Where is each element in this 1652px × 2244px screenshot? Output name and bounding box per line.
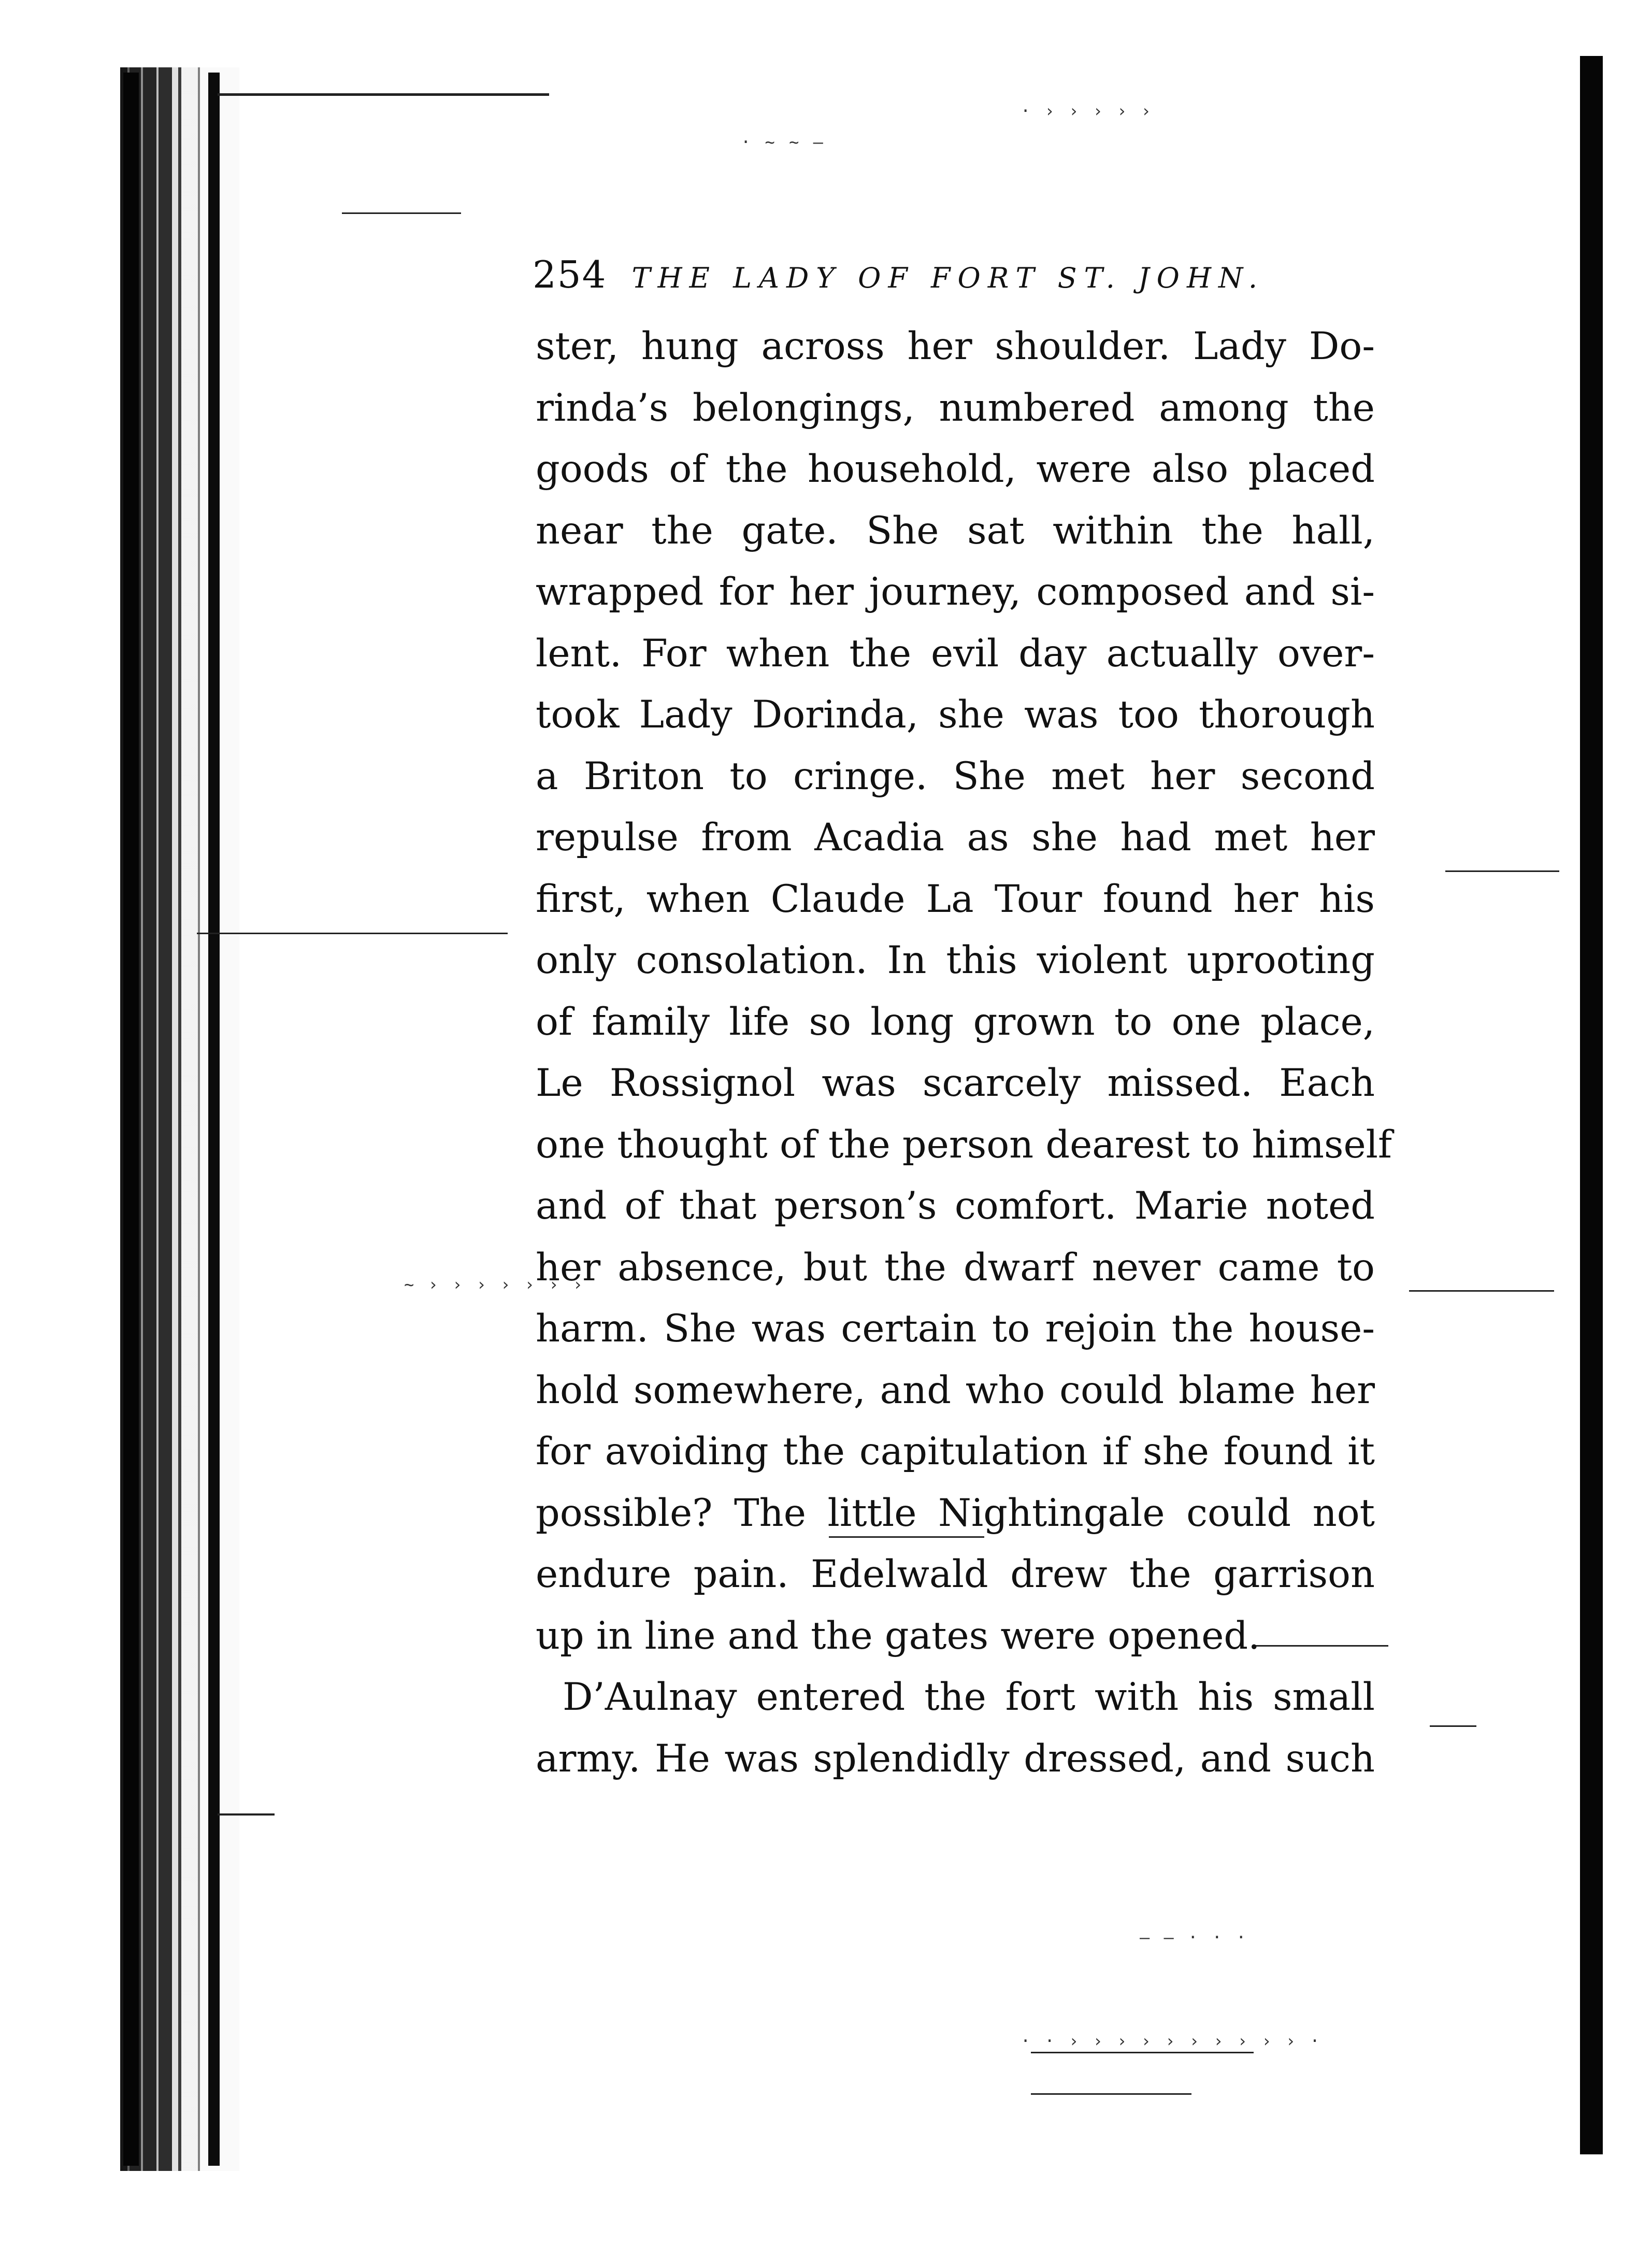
running-head [533,253,1361,299]
scan-mark [1031,2052,1254,2053]
scan-mark: · ~ ~ – [741,132,825,152]
text-line: repulse from Acadia as she had met her [536,816,1375,860]
scan-mark: – – · · · [1140,1927,1248,1947]
text-line: a Briton to cringe. She met her second [536,754,1375,798]
running-title: THE LADY OF FORT ST. JOHN. [631,262,1265,294]
scan-mark: ~ › › › › › › › [404,1275,585,1294]
text-line: ster, hung across her shoulder. Lady Do- [536,324,1375,368]
text-line: goods of the household, were also placed [536,447,1375,491]
page-number: 254 [533,253,607,296]
text-line: one thought of the person dearest to himself [536,1122,1392,1167]
scan-mark [218,93,549,96]
text-line: D’Aulnay entered the fort with his small [563,1675,1375,1719]
text-line: endure pain. Edelwald drew the garrison [536,1552,1375,1596]
text-line: hold somewhere, and who could blame her [536,1368,1375,1412]
scan-mark [342,212,461,214]
scan-mark [218,1813,275,1816]
text-line: for avoiding the capitulation if she found it [536,1430,1375,1474]
text-line: rinda’s belongings, numbered among the [536,385,1375,430]
text-line: army. He was splendidly dressed, and such [536,1736,1375,1781]
scan-mark: · · › › › › › › › › › › · [1021,2031,1322,2051]
text-line: took Lady Dorinda, she was too thorough [536,693,1375,737]
scan-mark [1409,1290,1554,1292]
scan-mark [197,933,508,934]
text-line: near the gate. She sat within the hall, [536,508,1375,553]
left-binding-edge [123,73,139,2166]
scan-mark [1031,2093,1191,2095]
text-line: her absence, but the dwarf never came to [536,1245,1375,1290]
text-line: only consolation. In this violent uprooting [536,938,1375,982]
text-line: Le Rossignol was scarcely missed. Each [536,1061,1375,1105]
text-line: wrapped for her journey, composed and si- [536,570,1375,614]
scan-mark [1430,1725,1476,1727]
text-line: lent. For when the evil day actually over- [536,631,1375,676]
text-line: first, when Claude La Tour found her his [536,877,1375,921]
text-line: harm. She was certain to rejoin the house- [536,1307,1375,1351]
body-text [536,316,1392,1790]
text-line: possible? The little Nightingale could not [536,1491,1375,1535]
left-binding-inner-edge [208,73,220,2166]
text-line: of family life so long grown to one place, [536,999,1375,1044]
scan-mark [1445,870,1559,872]
text-line: and of that person’s comfort. Marie noted [536,1184,1375,1228]
text-line: up in line and the gates were opened. [536,1613,1260,1658]
scan-mark: · › › › › › [1021,101,1153,121]
right-page-edge [1580,56,1603,2154]
